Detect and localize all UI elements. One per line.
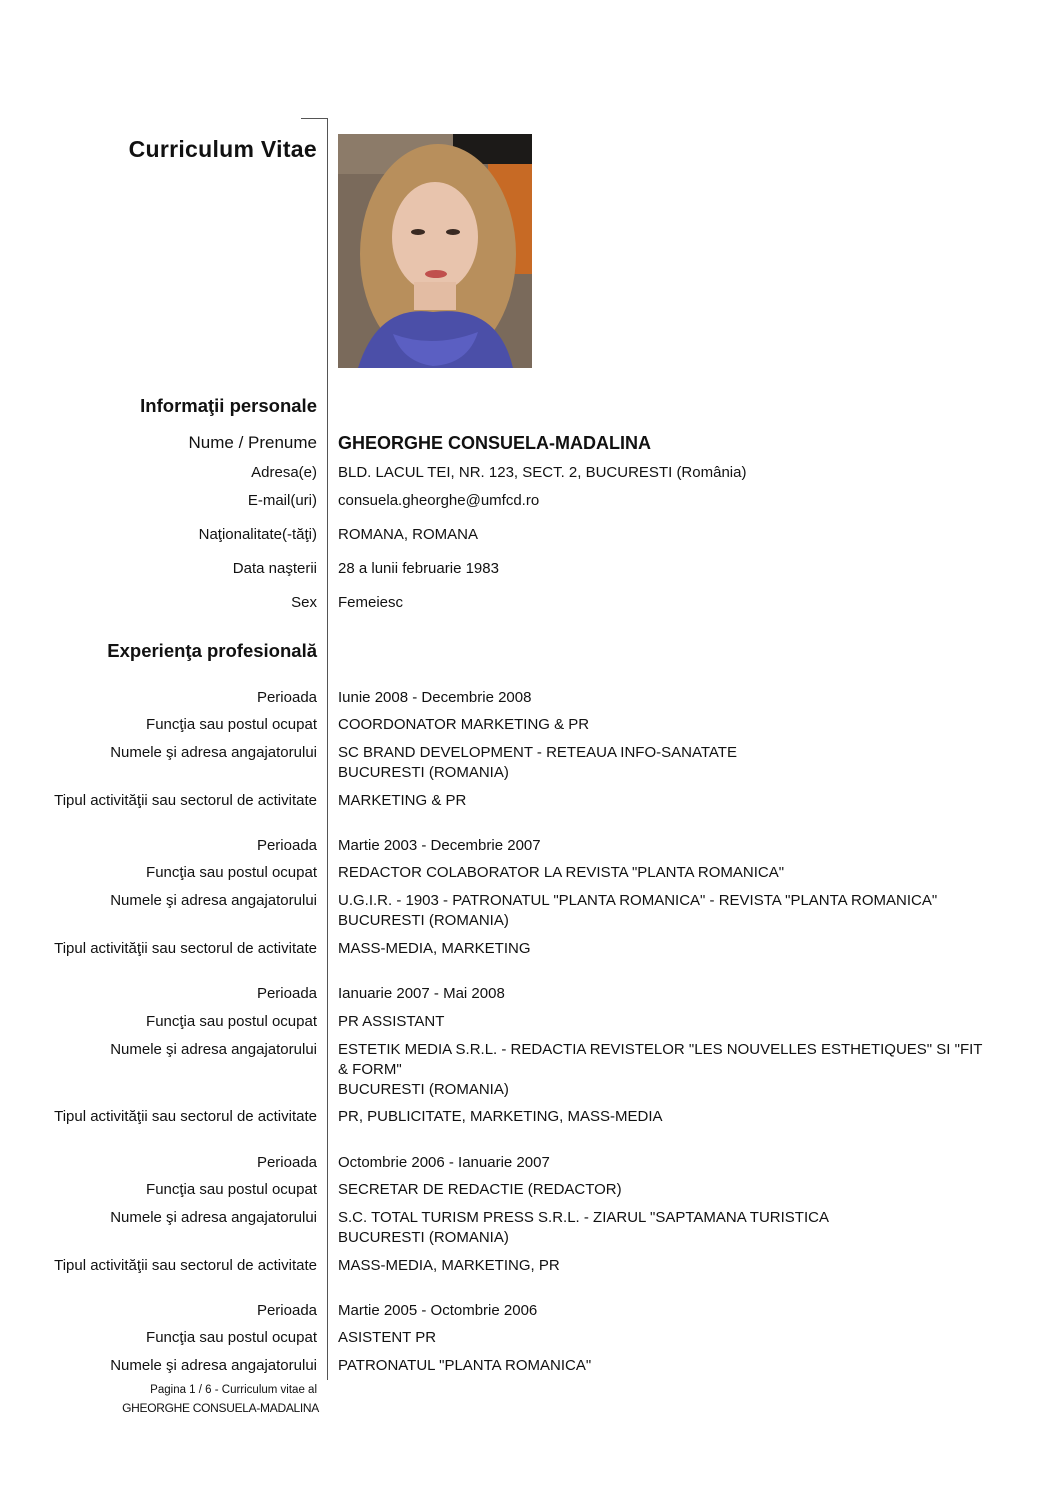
job-sector: MASS-MEDIA, MARKETING, PR [338,1257,560,1274]
job-employer-name: PATRONATUL "PLANTA ROMANICA" [338,1357,592,1374]
sex-label: Sex [291,594,317,611]
job-employer-label: Numele şi adresa angajatorului [110,1041,317,1058]
job-employer [338,891,1028,931]
job-period: Iunie 2008 - Decembrie 2008 [338,689,532,706]
job-employer-city: BUCURESTI (ROMANIA) [338,1229,509,1246]
job-employer-name: U.G.I.R. - 1903 - PATRONATUL "PLANTA ROMANICA" - REVISTA "PLANTA ROMANICA" [338,892,938,909]
job-period-label: Perioada [256,985,317,1002]
job-employer-name: S.C. TOTAL TURISM PRESS S.R.L. - ZIARUL "SAPTAMANA TURISTICA [338,1209,829,1226]
profile-photo [338,134,532,368]
job-employer-label: Numele şi adresa angajatorului [110,1209,317,1226]
header-rule [301,118,328,119]
job-employer [338,743,1028,783]
job-position-label: Funcţia sau postul ocupat [146,864,317,881]
job-employer-name: ESTETIK MEDIA S.R.L. - REDACTIA REVISTELOR "LES NOUVELLES ESTHETIQUES" SI "FIT & FORM" [338,1041,983,1078]
job-position-label: Funcţia sau postul ocupat [146,1329,317,1346]
job-employer-name: SC BRAND DEVELOPMENT - RETEAUA INFO-SANATATE [338,744,737,761]
footer-owner-name: GHEORGHE CONSUELA-MADALINA [122,1401,319,1415]
job-period: Ianuarie 2007 - Mai 2008 [338,985,505,1002]
page-title: Curriculum Vitae [128,136,317,162]
portrait-image [338,134,532,368]
job-sector-label: Tipul activităţii sau sectorul de activitate [54,940,317,957]
job-period-label: Perioada [256,837,317,854]
column-divider [327,118,328,1380]
footer-page-info: Pagina 1 / 6 - Curriculum vitae al [150,1384,317,1396]
job-employer [338,1208,1028,1248]
address-label: Adresa(e) [251,464,317,481]
job-period: Octombrie 2006 - Ianuarie 2007 [338,1154,550,1171]
email-value[interactable]: consuela.gheorghe@umfcd.ro [338,492,540,509]
job-employer-city: BUCURESTI (ROMANIA) [338,912,509,929]
job-employer-city: BUCURESTI (ROMANIA) [338,764,509,781]
job-employer-label: Numele şi adresa angajatorului [110,744,317,761]
nationality-label: Naţionalitate(-tăţi) [198,526,317,543]
birthdate-label: Data naşterii [232,560,317,577]
job-employer [338,1040,988,1100]
job-position: REDACTOR COLABORATOR LA REVISTA "PLANTA ROMANICA" [338,864,785,881]
job-position-label: Funcţia sau postul ocupat [146,716,317,733]
job-employer-city: BUCURESTI (ROMANIA) [338,1081,509,1098]
job-period-label: Perioada [256,689,317,706]
job-position: COORDONATOR MARKETING & PR [338,716,590,733]
job-period-label: Perioada [256,1302,317,1319]
job-sector: PR, PUBLICITATE, MARKETING, MASS-MEDIA [338,1108,663,1125]
job-position: PR ASSISTANT [338,1013,445,1030]
job-period-label: Perioada [256,1154,317,1171]
nationality-value: ROMANA, ROMANA [338,526,479,543]
sex-value: Femeiesc [338,594,404,611]
experience-heading: Experienţa profesională [107,640,317,661]
job-employer [338,1356,1028,1376]
email-label: E-mail(uri) [247,492,317,509]
job-position: SECRETAR DE REDACTIE (REDACTOR) [338,1181,622,1198]
name-label: Nume / Prenume [188,433,317,452]
job-sector: MARKETING & PR [338,792,467,809]
birthdate-value: 28 a lunii februarie 1983 [338,560,499,577]
personal-info-heading: Informaţii personale [140,395,317,416]
name-value: GHEORGHE CONSUELA-MADALINA [338,433,651,453]
job-position-label: Funcţia sau postul ocupat [146,1181,317,1198]
job-position-label: Funcţia sau postul ocupat [146,1013,317,1030]
job-sector-label: Tipul activităţii sau sectorul de activitate [54,792,317,809]
job-employer-label: Numele şi adresa angajatorului [110,892,317,909]
job-sector-label: Tipul activităţii sau sectorul de activitate [54,1257,317,1274]
job-sector: MASS-MEDIA, MARKETING [338,940,531,957]
address-value: BLD. LACUL TEI, NR. 123, SECT. 2, BUCURESTI (România) [338,464,747,481]
job-period: Martie 2005 - Octombrie 2006 [338,1302,538,1319]
job-position: ASISTENT PR [338,1329,437,1346]
job-sector-label: Tipul activităţii sau sectorul de activitate [54,1108,317,1125]
job-period: Martie 2003 - Decembrie 2007 [338,837,541,854]
job-employer-label: Numele şi adresa angajatorului [110,1357,317,1374]
